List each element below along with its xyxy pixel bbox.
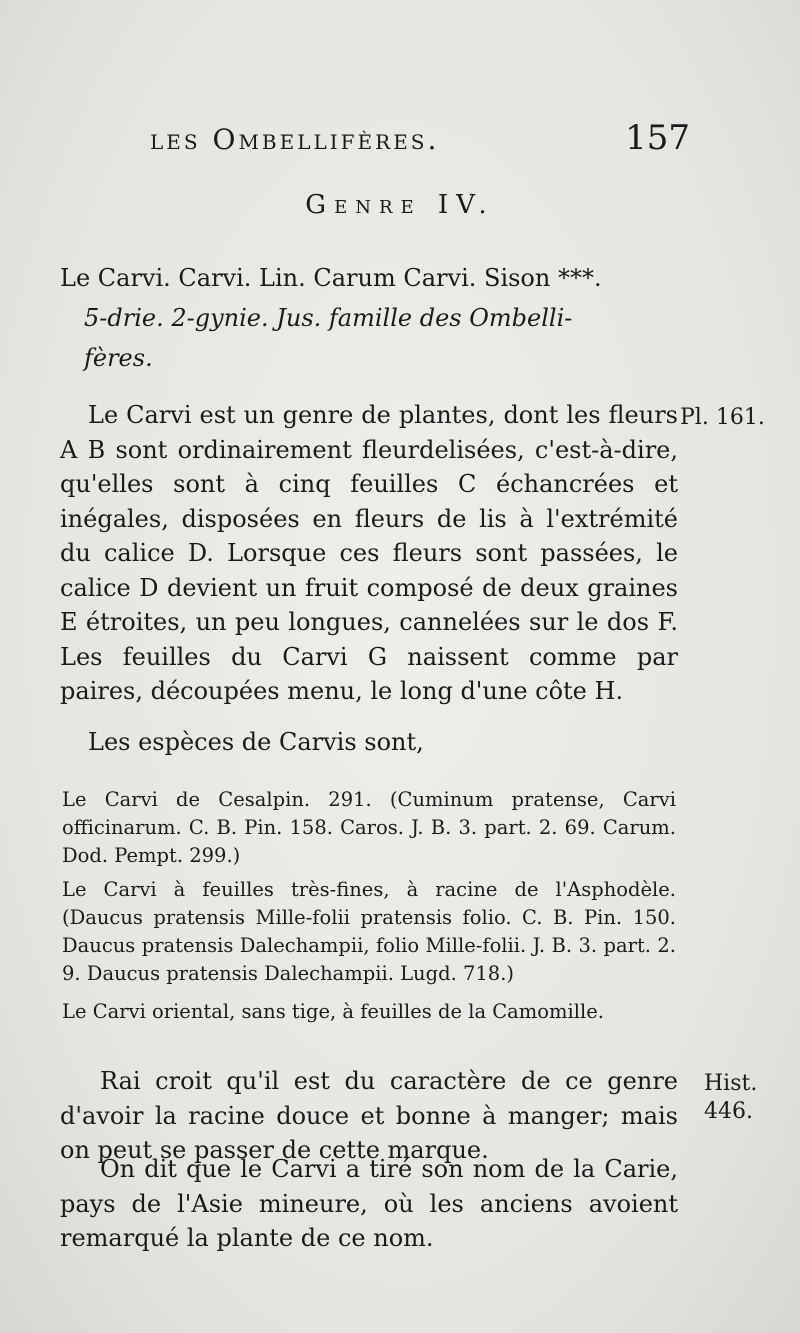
bleed-through-text	[60, 60, 760, 92]
genus-heading-line-2: 5-drie. 2-gynie. Jus. famille des Ombelli-	[84, 304, 573, 332]
genre-heading: Genre IV.	[305, 190, 495, 220]
genus-heading-line-3: fères.	[84, 344, 153, 372]
genus-heading	[60, 258, 680, 378]
hist-reference	[704, 1070, 757, 1126]
hist-reference-line-1: Hist.	[704, 1071, 758, 1096]
genus-heading-line-1: Le Carvi. Carvi. Lin. Carum Carvi. Sison ***.	[60, 264, 602, 292]
species-entry-1: Le Carvi de Cesalpin. 291. (Cuminum pratense, Carvi officinarum. C. B. Pin. 158. Caros. J. B. 3. part. 2. 69. Carum. Dod. Pempt. 299.)	[62, 788, 676, 867]
name-origin-paragraph: On dit que le Carvi a tiré son nom de la Carie, pays de l'Asie mineure, où les anciens avoient remarqué la plante de ce nom.	[60, 1155, 678, 1252]
rai-paragraph: Rai croit qu'il est du caractère de ce genre d'avoir la racine douce et bonne à manger; mais on peut se passer de cette marque.	[60, 1067, 678, 1164]
running-head	[150, 118, 690, 158]
page-number: 157	[625, 118, 690, 158]
species-heading: Les espèces de Carvis sont,	[88, 728, 424, 756]
plate-reference: Pl. 161.	[680, 405, 765, 430]
species-entry-3: Le Carvi oriental, sans tige, à feuilles de la Camomille.	[62, 1000, 604, 1023]
running-head-title: les Ombellifères.	[150, 123, 440, 156]
species-entry-2: Le Carvi à feuilles très-fines, à racine de l'Asphodèle. (Daucus pratensis Mille-folii pratensis folio. C. B. Pin. 150. Daucus pratensis Dalechampii, folio Mille-folii. J. B. 3. part. 2. 9. Daucus pratensis Dalechampii. Lugd. 718.)	[62, 878, 676, 985]
hist-reference-line-2: 446.	[704, 1099, 753, 1124]
description-paragraph: Le Carvi est un genre de plantes, dont les fleurs A B sont ordinairement fleurdelisées, c'est-à-dire, qu'elles sont à cinq feuilles C échancrées et inégales, disposées en fleurs de lis à l'extrémité du calice D. Lorsque ces fleurs sont passées, le calice D devient un fruit composé de deux graines E étroites, un peu longues, cannelées sur le dos F. Les feuilles du Carvi G naissent comme par paires, découpées menu, le long d'une côte H.	[60, 401, 678, 705]
